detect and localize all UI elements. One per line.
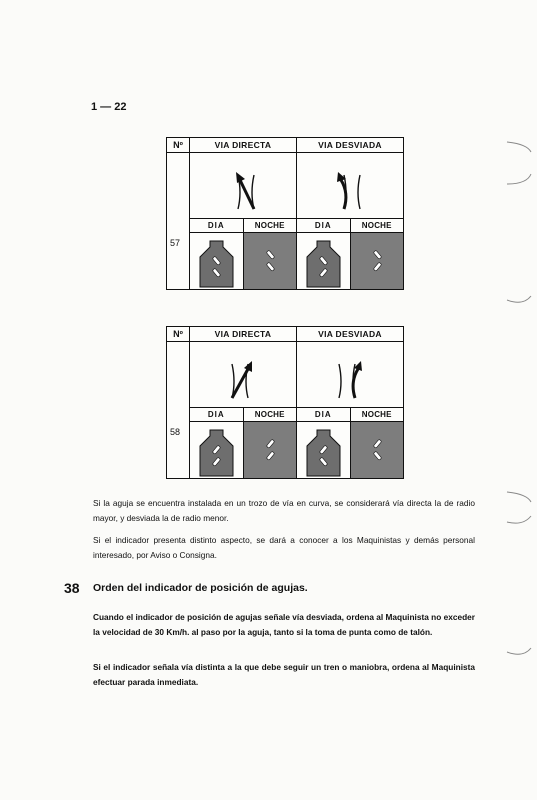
paragraph-aspect: Si el indicador presenta distinto aspecto, se dará a conocer a los Maquinistas y demás personal interesado, por Aviso o Consigna. — [93, 535, 475, 560]
symbol-via-desviada — [296, 153, 403, 218]
day-indicator-direct — [190, 233, 243, 289]
page-number: 1 — 22 — [91, 101, 127, 113]
binder-hole-mark — [505, 290, 535, 314]
section-title: Orden del indicador de posición de agujas. — [93, 582, 308, 594]
switch-diverted-icon — [297, 342, 403, 407]
indicator-night-diverted-icon — [351, 233, 404, 289]
number-column — [167, 342, 190, 478]
table-header — [167, 138, 403, 153]
header-via-directa: VIA DIRECTA — [214, 329, 272, 339]
indicator-night-direct-icon — [244, 233, 297, 289]
night-indicator-diverted — [350, 422, 404, 478]
night-indicator-diverted — [350, 233, 404, 289]
symbol-via-directa — [190, 153, 296, 218]
binder-hole-mark — [505, 640, 535, 664]
signal-number: 57 — [170, 238, 181, 248]
day-indicator-diverted — [296, 233, 350, 289]
signal-table-57 — [166, 137, 404, 290]
label-dia: DIA — [296, 219, 350, 232]
section-paragraph-speed: Cuando el indicador de posición de agujas señale vía desviada, ordena al Maquinista no exceder la velocidad de 30 Km/h. al paso por la aguja, tanto si la toma de punta como de talón. — [93, 612, 475, 637]
indicator-night-direct-icon — [244, 422, 297, 478]
night-indicator-direct — [243, 233, 297, 289]
section-paragraph-stop: Si el indicador señala vía distinta a la que debe seguir un tren o maniobra, ordena al Maquinista efectuar parada inmediata. — [93, 662, 475, 687]
indicator-day-direct-icon — [190, 422, 243, 478]
day-indicator-diverted — [296, 422, 350, 478]
indicator-day-diverted-icon — [297, 422, 350, 478]
indicator-day-diverted-icon — [297, 233, 350, 289]
binder-hole-mark — [505, 490, 535, 530]
label-dia: DIA — [207, 410, 225, 419]
switch-direct-icon — [190, 342, 296, 407]
label-noche: NOCHE — [350, 219, 404, 232]
signal-number: 58 — [170, 427, 181, 437]
binder-hole-mark — [505, 140, 535, 190]
header-no: Nº — [167, 138, 190, 152]
number-column — [167, 153, 190, 289]
signal-table-58 — [166, 326, 404, 479]
indicator-day-direct-icon — [190, 233, 243, 289]
header-via-desviada: VIA DESVIADA — [296, 327, 403, 341]
symbol-via-directa — [190, 342, 296, 407]
day-indicator-direct — [190, 422, 243, 478]
section-number: 38 — [64, 580, 80, 596]
header-via-directa: VIA DIRECTA — [214, 140, 272, 150]
table-header — [167, 327, 403, 342]
label-noche: NOCHE — [350, 408, 404, 421]
label-noche: NOCHE — [243, 219, 297, 232]
label-dia: DIA — [296, 408, 350, 421]
switch-diverted-icon — [297, 153, 403, 218]
label-noche: NOCHE — [243, 408, 297, 421]
label-dia: DIA — [207, 221, 225, 230]
header-no: Nº — [167, 327, 190, 341]
night-indicator-direct — [243, 422, 297, 478]
header-via-desviada: VIA DESVIADA — [296, 138, 403, 152]
switch-direct-icon — [190, 153, 296, 218]
paragraph-curve: Si la aguja se encuentra instalada en un trozo de vía en curva, se considerará vía directa la de radio mayor, y desviada la de radio menor. — [93, 498, 475, 523]
symbol-via-desviada — [296, 342, 403, 407]
indicator-night-diverted-icon — [351, 422, 404, 478]
